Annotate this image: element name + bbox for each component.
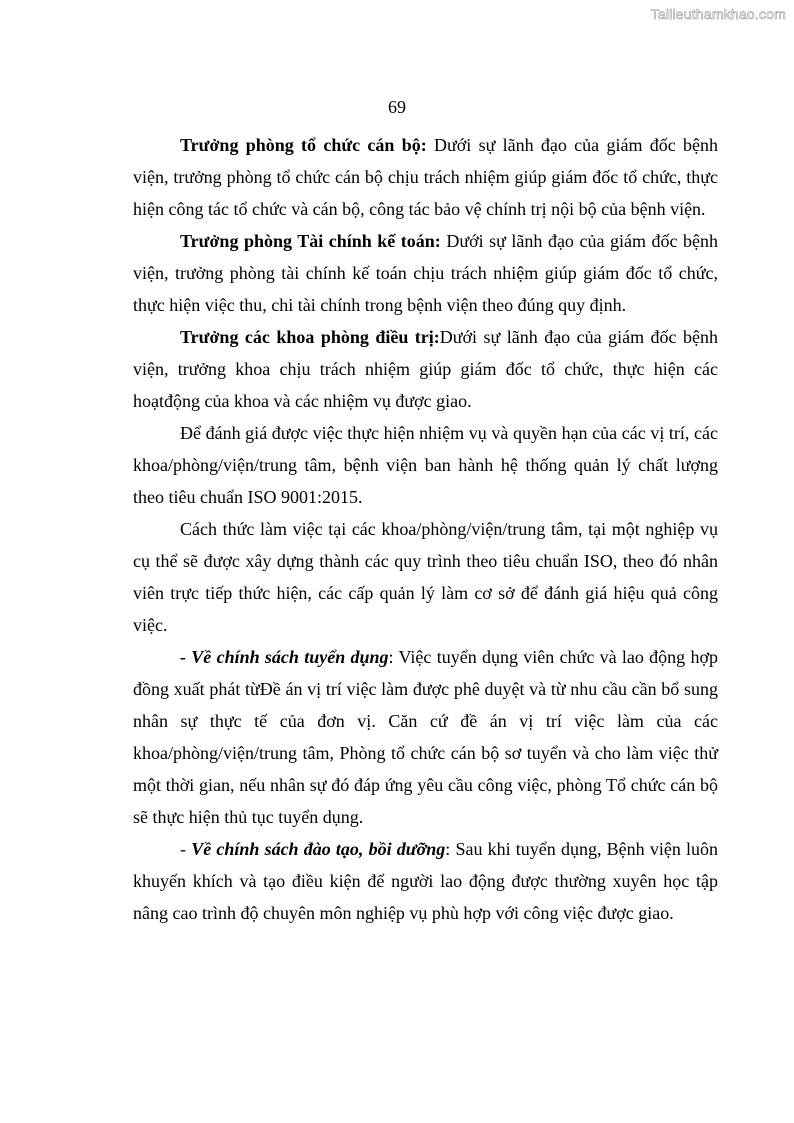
paragraph-lead: Về chính sách đào tạo, bồi dưỡng xyxy=(191,839,446,859)
paragraph-prefix: - xyxy=(180,839,192,859)
paragraph-text: : Sau khi tuyển dụng, Bệnh viện luôn khuyến khích và tạo điều kiện để người lao động được thường xuyên học tập nâng cao trình độ chuyên môn nghiệp vụ phù hợp với công việc được giao. xyxy=(133,839,719,923)
paragraph-finance-head xyxy=(133,225,718,321)
paragraph-lead: Trưởng phòng Tài chính kế toán: xyxy=(180,231,441,251)
paragraph-lead: Trưởng các khoa phòng điều trị: xyxy=(180,327,440,347)
paragraph-iso-system xyxy=(133,417,718,513)
paragraph-training-policy xyxy=(133,833,718,929)
document-body xyxy=(133,129,718,929)
paragraph-text: Cách thức làm việc tại các khoa/phòng/viện/trung tâm, tại một nghiệp vụ cụ thể sẽ được xây dựng thành các quy trình theo tiêu chuẩn ISO, theo đó nhân viên trực tiếp thức hiện, các cấp quản lý làm cơ sở để đánh giá hiệu quả công việc. xyxy=(133,519,718,635)
page-number: 69 xyxy=(388,97,406,117)
paragraph-text: Để đánh giá được việc thực hiện nhiệm vụ và quyền hạn của các vị trí, các khoa/phòng/viện/trung tâm, bệnh viện ban hành hệ thống quản lý chất lượng theo tiêu chuẩn ISO 9001:2015. xyxy=(133,423,718,507)
paragraph-lead: - Về chính sách tuyển dụng xyxy=(180,647,389,667)
watermark: Tailieuthamkhao.com xyxy=(650,6,786,22)
paragraph-text: : Việc tuyển dụng viên chức và lao động hợp đồng xuất phát từĐề án vị trí việc làm được phê duyệt và từ nhu cầu cần bổ sung nhân sự thực tế của đơn vị. Căn cứ đề án vị trí việc làm của các khoa/phòng/viện/trung tâm, Phòng tổ chức cán bộ sơ tuyển và cho làm việc thử một thời gian, nếu nhân sự đó đáp ứng yêu cầu công việc, phòng Tổ chức cán bộ sẽ thực hiện thủ tục tuyển dụng. xyxy=(133,647,718,827)
paragraph-iso-procedures xyxy=(133,513,718,641)
paragraph-text: Dưới sự lãnh đạo của giám đốc bệnh viện, trưởng khoa chịu trách nhiệm giúp giám đốc tổ chức, thực hiện các hoạtđộng của khoa và các nhiệm vụ được giao. xyxy=(133,327,718,411)
paragraph-lead: Trưởng phòng tổ chức cán bộ: xyxy=(180,135,427,155)
paragraph-recruitment-policy xyxy=(133,641,718,833)
paragraph-personnel-head xyxy=(133,129,718,225)
paragraph-clinical-head xyxy=(133,321,718,417)
paragraph-text: Dưới sự lãnh đạo của giám đốc bệnh viện, trưởng phòng tài chính kế toán chịu trách nhiệm giúp giám đốc tổ chức, thực hiện việc thu, chi tài chính trong bệnh viện theo đúng quy định. xyxy=(133,231,718,315)
paragraph-text: Dưới sự lãnh đạo của giám đốc bệnh viện, trưởng phòng tổ chức cán bộ chịu trách nhiệm giúp giám đốc tổ chức, thực hiện công tác tổ chức và cán bộ, công tác bảo vệ chính trị nội bộ của bệnh viện. xyxy=(133,135,718,219)
